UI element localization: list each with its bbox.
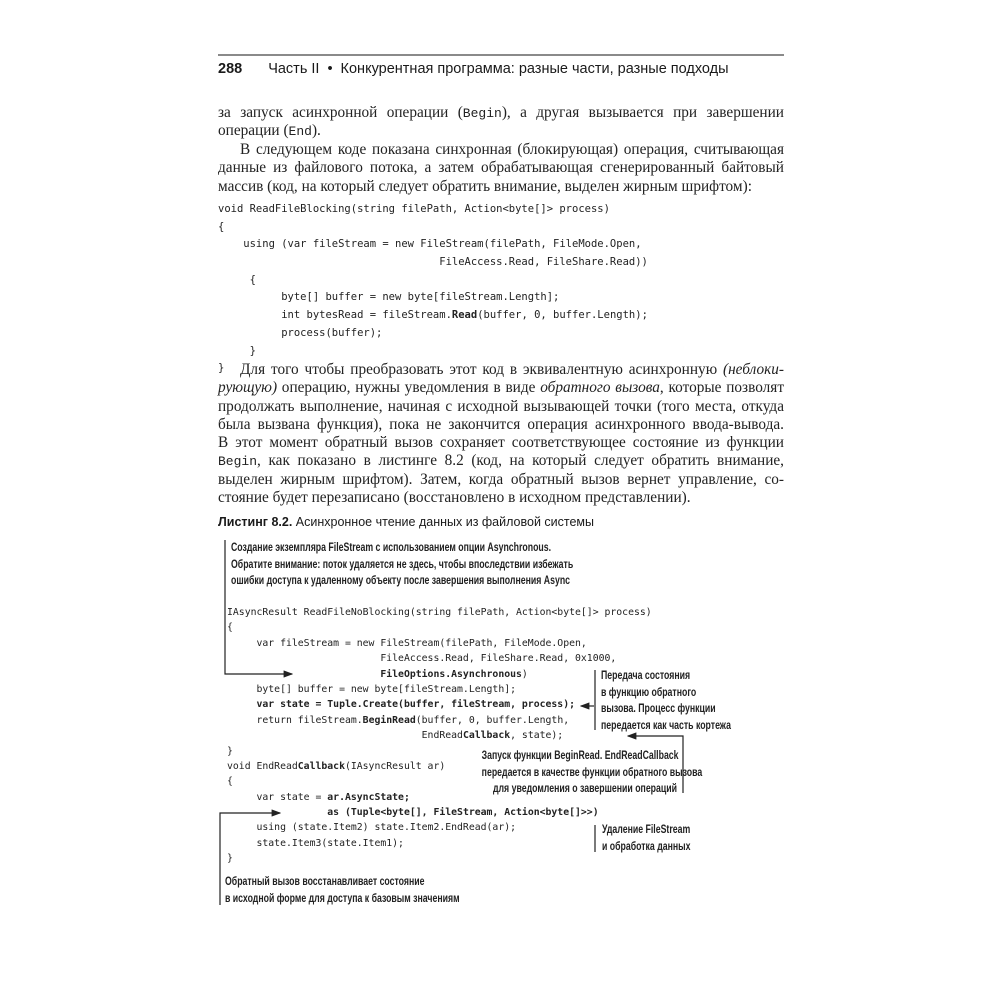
annotation-line: в исходной форме для доступа к базовым значениям: [225, 892, 460, 905]
code-segment: byte[] buffer = new byte[fileStream.Length];: [218, 291, 560, 304]
code-segment: BeginRead: [362, 714, 416, 726]
code-segment: return fileStream.: [227, 714, 363, 726]
annotation-line: Обратный вызов восстанавливает состояние: [225, 876, 425, 888]
code-segment: (IAsyncResult ar): [344, 760, 446, 772]
arrow-beginread: [628, 736, 683, 793]
code-segment: FileAccess.Read, FileShare.Read, 0x1000,: [227, 653, 617, 665]
code-segment: }: [218, 344, 256, 357]
code-segment: Callback: [297, 760, 345, 772]
text-segment: Begin: [462, 106, 502, 121]
code-segment: }: [227, 745, 233, 757]
code-segment: void EndRead: [227, 760, 298, 772]
part-label: Часть II: [268, 61, 320, 77]
text-segment: обратного вызова: [540, 379, 660, 397]
annotation-line: ошибки доступа к удаленному объекту после завершения выполнения Async: [231, 575, 571, 587]
text-segment: выделен жирным шрифтом). Затем, когда обратный вызов вернет управление, со-: [218, 470, 784, 488]
code-segment: void ReadFileBlocking(string filePath, Action<byte[]> process): [218, 203, 610, 215]
annotation-line: передается как часть кортежа: [601, 719, 731, 732]
annotation-line: Передача состояния: [601, 670, 691, 682]
chapter-title: Конкурентная программа: разные части, разные подходы: [340, 61, 729, 77]
code-segment: {: [227, 622, 233, 634]
annotation-line: Запуск функции BeginRead. EndReadCallback: [481, 750, 679, 762]
listing-label: Листинг 8.2.: [218, 515, 293, 529]
annotation-line: Создание экземпляра FileStream с использованием опции Asynchronous.: [231, 542, 552, 554]
text-segment: за запуск асинхронной операции (: [218, 104, 463, 121]
code-segment: FileOptions.Asynchronous: [380, 668, 522, 680]
annotation-line: в функцию обратного: [601, 686, 697, 699]
text-segment: массив (код, на который следует обратить внимание, выделен жирным шрифтом):: [218, 177, 752, 195]
text-segment: , как показано в листинге 8.2 (код, на который следует обратить внимание,: [257, 452, 784, 470]
arrow-create: [225, 540, 292, 674]
text-segment: , которые позволят: [659, 379, 784, 397]
code-segment: {: [218, 273, 256, 286]
text-segment: Для того чтобы преобразовать этот код в эквивалентную асинхронную: [240, 361, 723, 378]
code-segment: (buffer, 0, buffer.Length);: [477, 309, 648, 322]
page-number: 288: [218, 61, 243, 77]
code-segment: ar.AsyncState;: [327, 791, 410, 803]
code-segment: }: [227, 853, 233, 865]
text-segment: В следующем коде показана синхронная (блокирующая) операция, считывающая: [240, 141, 784, 158]
code-segment: {: [227, 776, 233, 788]
annotation-line: Обратите внимание: поток удаляется не здесь, чтобы впоследствии избежать: [231, 558, 574, 571]
text-segment: стояние будет перезаписано (восстановлено в исходном представлении).: [218, 489, 691, 507]
code-segment: (buffer, 0, buffer.Length,: [415, 714, 570, 726]
code-segment: ): [521, 668, 528, 680]
code-segment: {: [218, 220, 225, 233]
code-segment: int bytesRead = fileStream.: [218, 309, 452, 322]
text-segment: продолжать выполнение, начиная с исходной вызывающей точки (того места, откуда: [218, 397, 784, 415]
code-segment: using (var fileStream = new FileStream(filePath, FileMode.Open,: [218, 238, 642, 251]
text-segment: операции (: [218, 122, 289, 140]
annotation-line: для уведомления о завершении операций: [492, 783, 677, 795]
header-bullet: •: [327, 61, 333, 77]
code-segment: process(buffer);: [218, 326, 383, 339]
code-segment: Read: [451, 309, 478, 322]
arrow-restore: [220, 813, 280, 905]
code-segment: IAsyncResult ReadFileNoBlocking(string filePath, Action<byte[]> process): [227, 607, 652, 618]
text-segment: ), а другая вызывается при завершении: [501, 104, 784, 121]
annotation-line: и обработка данных: [602, 840, 691, 853]
annotation-line: передается в качестве функции обратного вызова: [481, 766, 703, 779]
code-segment: state.Item3(state.Item1);: [227, 837, 404, 849]
code-segment: EndRead: [227, 730, 463, 742]
code-segment: as (Tuple<byte[], FileStream, Action<byte[]>>): [327, 807, 599, 819]
annotation-line: Удаление FileStream: [602, 824, 691, 836]
code-segment: var state = Tuple.Create(buffer, fileStream, process);: [227, 699, 575, 711]
annotation-line: вызова. Процесс функции: [601, 703, 716, 715]
code-segment: var state =: [227, 791, 328, 803]
text-segment: В этот момент обратный вызов сохраняет соответствующее состояние из функции: [218, 434, 784, 452]
listing-title: Асинхронное чтение данных из файловой системы: [295, 515, 595, 529]
text-segment: рующую): [218, 379, 278, 397]
text-segment: End: [288, 124, 312, 140]
text-segment: (неблоки-: [723, 361, 784, 378]
code-segment: }: [218, 362, 225, 375]
code-segment: byte[] buffer = new byte[fileStream.Length];: [227, 683, 517, 695]
code-segment: , state);: [510, 730, 564, 742]
text-segment: ).: [311, 122, 321, 140]
code-segment: using (state.Item2) state.Item2.EndRead(ar);: [227, 822, 517, 834]
text-segment: данные из файлового потока, а затем обрабатывающая сгенерированный байтовый: [218, 159, 784, 177]
code-segment: FileAccess.Read, FileShare.Read)): [218, 256, 648, 269]
text-segment: операцию, нужны уведомления в виде: [277, 379, 541, 397]
text-segment: была вызвана функция), пока не закончится операция асинхронного ввода-вывода.: [218, 415, 784, 433]
code-segment: Callback: [462, 730, 511, 742]
code-segment: var fileStream = new FileStream(filePath, FileMode.Open,: [227, 637, 587, 649]
text-segment: Begin: [218, 454, 258, 470]
